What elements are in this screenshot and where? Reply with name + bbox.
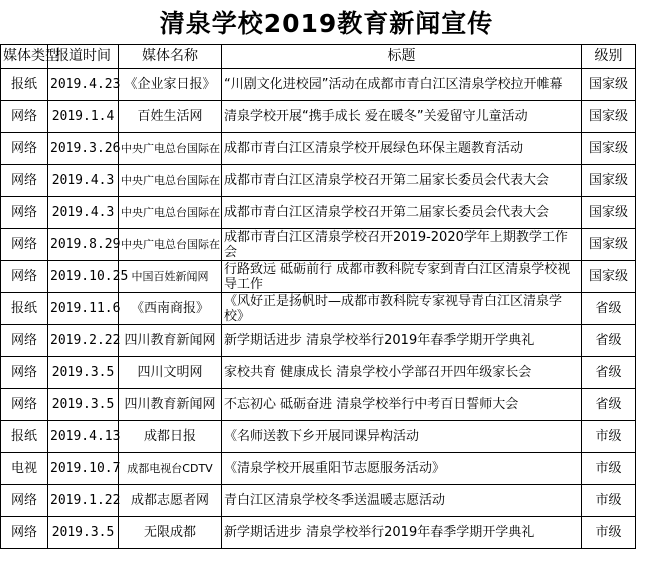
- cell-media-type[interactable]: 网络: [1, 165, 48, 197]
- cell-headline[interactable]: 成都市青白江区清泉学校召开第二届家长委员会代表大会: [222, 197, 582, 229]
- cell-report-date[interactable]: 2019.11.6: [48, 293, 119, 325]
- cell-report-date[interactable]: 2019.3.5: [48, 389, 119, 421]
- document-title: 清泉学校2019教育新闻宣传: [159, 9, 494, 38]
- cell-report-date[interactable]: 2019.4.23: [48, 69, 119, 101]
- cell-media-type[interactable]: 报纸: [1, 293, 48, 325]
- cell-level[interactable]: 市级: [582, 453, 636, 485]
- cell-media-name[interactable]: 百姓生活网: [119, 101, 222, 133]
- cell-level[interactable]: 国家级: [582, 261, 636, 293]
- cell-media-name[interactable]: 四川教育新闻网: [119, 325, 222, 357]
- cell-headline[interactable]: 新学期话进步 清泉学校举行2019年春季学期开学典礼: [222, 325, 582, 357]
- header-cell-level[interactable]: 级别: [582, 45, 636, 69]
- cell-level[interactable]: 国家级: [582, 101, 636, 133]
- cell-headline[interactable]: “川剧文化进校园”活动在成都市青白江区清泉学校拉开帷幕: [222, 69, 582, 101]
- cell-media-type[interactable]: 网络: [1, 229, 48, 261]
- cell-report-date[interactable]: 2019.8.29: [48, 229, 119, 261]
- empty-column[interactable]: [636, 45, 654, 69]
- news-table: [0, 44, 654, 549]
- empty-column[interactable]: [636, 229, 654, 261]
- cell-media-name[interactable]: 四川教育新闻网: [119, 389, 222, 421]
- cell-media-name[interactable]: 中央广电总台国际在: [119, 165, 222, 197]
- cell-report-date[interactable]: 2019.4.3: [48, 165, 119, 197]
- cell-media-name[interactable]: 《西南商报》: [119, 293, 222, 325]
- header-cell-headline[interactable]: 标题: [222, 45, 582, 69]
- cell-media-type[interactable]: 网络: [1, 389, 48, 421]
- cell-level[interactable]: 国家级: [582, 197, 636, 229]
- cell-media-name[interactable]: 无限成都: [119, 517, 222, 549]
- cell-media-type[interactable]: 网络: [1, 517, 48, 549]
- cell-media-type[interactable]: 报纸: [1, 69, 48, 101]
- cell-media-name[interactable]: 四川文明网: [119, 357, 222, 389]
- cell-headline[interactable]: 《风好正是扬帆时—成都市教科院专家视导青白江区清泉学校》: [222, 293, 582, 325]
- cell-media-type[interactable]: 网络: [1, 101, 48, 133]
- empty-column[interactable]: [636, 421, 654, 453]
- table-row: [1, 165, 654, 197]
- cell-headline[interactable]: 行路致远 砥砺前行 成都市教科院专家到青白江区清泉学校视导工作: [222, 261, 582, 293]
- cell-report-date[interactable]: 2019.4.13: [48, 421, 119, 453]
- cell-media-type[interactable]: 网络: [1, 197, 48, 229]
- empty-column[interactable]: [636, 517, 654, 549]
- cell-media-name[interactable]: 中央广电总台国际在: [119, 229, 222, 261]
- header-cell-date[interactable]: 报道时间: [48, 45, 119, 69]
- empty-column[interactable]: [636, 261, 654, 293]
- table-row: [1, 453, 654, 485]
- cell-report-date[interactable]: 2019.10.7: [48, 453, 119, 485]
- cell-headline[interactable]: 清泉学校开展“携手成长 爱在暖冬”关爱留守儿童活动: [222, 101, 582, 133]
- cell-level[interactable]: 市级: [582, 485, 636, 517]
- empty-column[interactable]: [636, 389, 654, 421]
- cell-level[interactable]: 国家级: [582, 133, 636, 165]
- cell-media-name[interactable]: 《企业家日报》: [119, 69, 222, 101]
- cell-media-type[interactable]: 网络: [1, 485, 48, 517]
- cell-level[interactable]: 国家级: [582, 165, 636, 197]
- cell-report-date[interactable]: 2019.3.5: [48, 517, 119, 549]
- cell-headline[interactable]: 成都市青白江区清泉学校开展绿色环保主题教育活动: [222, 133, 582, 165]
- cell-headline[interactable]: 《名师送教下乡开展同课异构活动: [222, 421, 582, 453]
- cell-media-name[interactable]: 成都电视台CDTV: [119, 453, 222, 485]
- header-cell-media[interactable]: 媒体名称: [119, 45, 222, 69]
- table-row: [1, 357, 654, 389]
- table-row: [1, 421, 654, 453]
- cell-headline[interactable]: 不忘初心 砥砺奋进 清泉学校举行中考百日誓师大会: [222, 389, 582, 421]
- cell-level[interactable]: 省级: [582, 293, 636, 325]
- table-row: [1, 101, 654, 133]
- table-row: [1, 229, 654, 261]
- empty-column[interactable]: [636, 453, 654, 485]
- cell-level[interactable]: 市级: [582, 421, 636, 453]
- empty-column[interactable]: [636, 293, 654, 325]
- cell-report-date[interactable]: 2019.3.5: [48, 357, 119, 389]
- cell-report-date[interactable]: 2019.10.25: [48, 261, 119, 293]
- cell-media-type[interactable]: 网络: [1, 261, 48, 293]
- header-cell-type[interactable]: 媒体类型: [1, 45, 48, 69]
- cell-media-name[interactable]: 成都志愿者网: [119, 485, 222, 517]
- table-row: [1, 69, 654, 101]
- table-row: [1, 133, 654, 165]
- cell-headline[interactable]: 青白江区清泉学校冬季送温暖志愿活动: [222, 485, 582, 517]
- empty-column[interactable]: [636, 197, 654, 229]
- empty-column[interactable]: [636, 357, 654, 389]
- table-row: [1, 517, 654, 549]
- cell-headline[interactable]: 成都市青白江区清泉学校召开2019-2020学年上期教学工作会: [222, 229, 582, 261]
- cell-media-name[interactable]: 中央广电总台国际在: [119, 197, 222, 229]
- cell-level[interactable]: 省级: [582, 389, 636, 421]
- table-row: [1, 293, 654, 325]
- cell-media-type[interactable]: 网络: [1, 325, 48, 357]
- cell-headline[interactable]: 成都市青白江区清泉学校召开第二届家长委员会代表大会: [222, 165, 582, 197]
- empty-column[interactable]: [636, 325, 654, 357]
- table-row: [1, 261, 654, 293]
- table-row: [1, 485, 654, 517]
- cell-media-name[interactable]: 中央广电总台国际在: [119, 133, 222, 165]
- empty-column[interactable]: [636, 165, 654, 197]
- cell-report-date[interactable]: 2019.3.26: [48, 133, 119, 165]
- table-row: [1, 389, 654, 421]
- empty-column[interactable]: [636, 101, 654, 133]
- cell-media-type[interactable]: 网络: [1, 357, 48, 389]
- cell-media-name[interactable]: 中国百姓新闻网: [119, 261, 222, 293]
- cell-report-date[interactable]: 2019.4.3: [48, 197, 119, 229]
- cell-level[interactable]: 市级: [582, 517, 636, 549]
- cell-level[interactable]: 省级: [582, 325, 636, 357]
- cell-level[interactable]: 国家级: [582, 229, 636, 261]
- table-row: [1, 197, 654, 229]
- cell-media-type[interactable]: 报纸: [1, 421, 48, 453]
- cell-headline[interactable]: 《清泉学校开展重阳节志愿服务活动》: [222, 453, 582, 485]
- cell-level[interactable]: 国家级: [582, 69, 636, 101]
- cell-headline[interactable]: 家校共育 健康成长 清泉学校小学部召开四年级家长会: [222, 357, 582, 389]
- cell-media-name[interactable]: 成都日报: [119, 421, 222, 453]
- table-header-row: [1, 45, 654, 69]
- cell-report-date[interactable]: 2019.1.4: [48, 101, 119, 133]
- cell-media-type[interactable]: 网络: [1, 133, 48, 165]
- cell-media-type[interactable]: 电视: [1, 453, 48, 485]
- empty-column[interactable]: [636, 485, 654, 517]
- cell-headline[interactable]: 新学期话进步 清泉学校举行2019年春季学期开学典礼: [222, 517, 582, 549]
- table-row: [1, 325, 654, 357]
- cell-report-date[interactable]: 2019.2.22: [48, 325, 119, 357]
- cell-level[interactable]: 省级: [582, 357, 636, 389]
- cell-report-date[interactable]: 2019.1.22: [48, 485, 119, 517]
- empty-column[interactable]: [636, 69, 654, 101]
- empty-column[interactable]: [636, 133, 654, 165]
